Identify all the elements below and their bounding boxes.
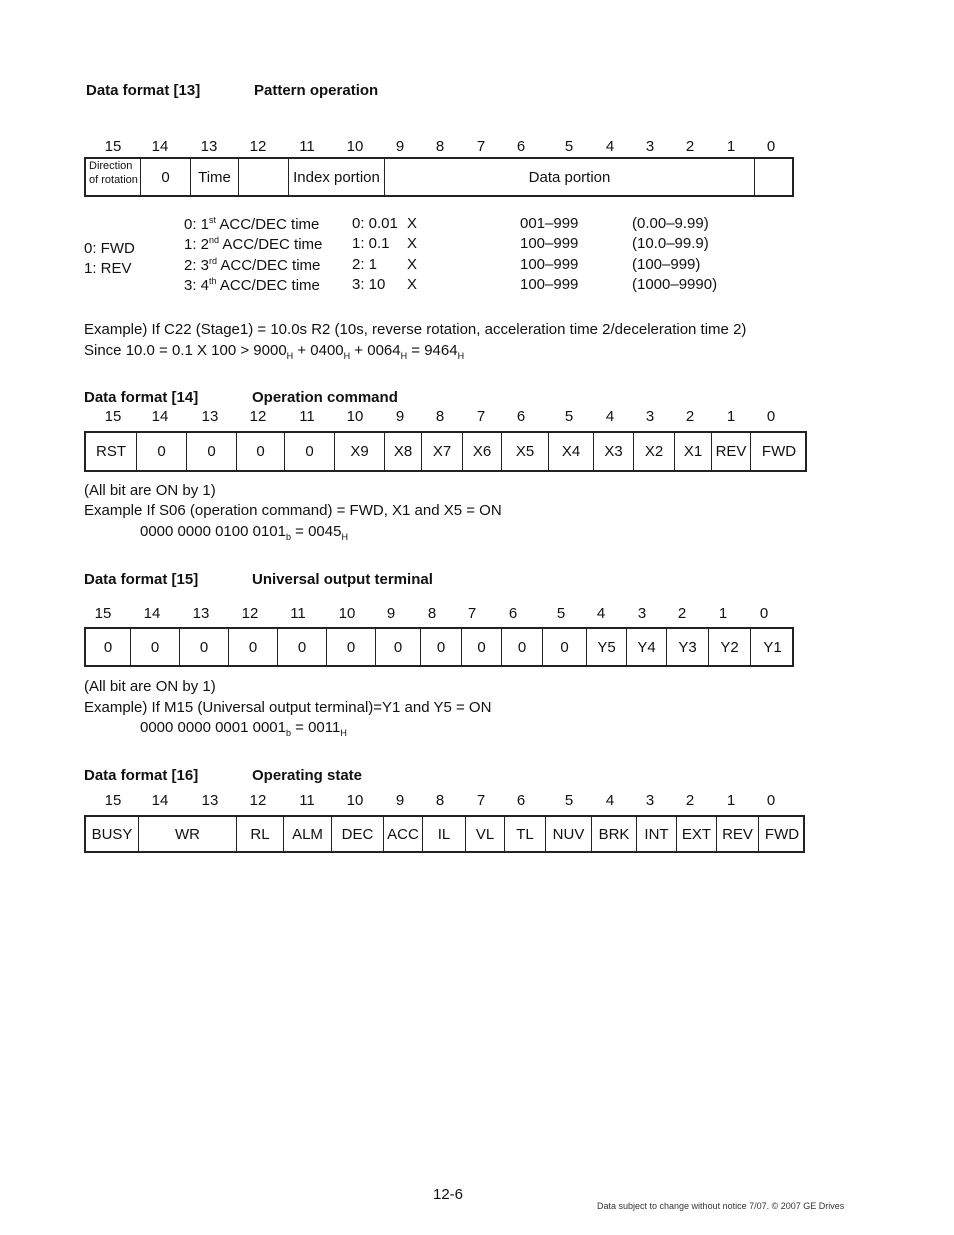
df16-name: Operating state — [252, 767, 363, 784]
bit-number: 14 — [151, 138, 169, 155]
bit-cell: 0 — [375, 629, 420, 665]
value-range: (0.00–9.99) — [632, 215, 709, 232]
df13-index-cell: Index portion — [288, 159, 384, 195]
bit-number: 13 — [201, 408, 219, 425]
bit-cell: 0 — [103, 638, 113, 656]
df15-calc: 0000 0000 0001 $0001_b = 0011_H$ — [140, 719, 347, 738]
bit-number: 15 — [94, 605, 112, 622]
df14-table — [84, 431, 807, 472]
bit-cell: X4 — [548, 433, 593, 470]
bit-number: 4 — [596, 605, 606, 622]
bit-cell: 0 — [501, 629, 542, 665]
bit-cell: 0 — [179, 629, 228, 665]
bit-cell: X9 — [334, 433, 384, 470]
df15-example: Example) If M15 (Universal output terminal)=Y1 and Y5 = ON — [84, 699, 492, 716]
bit-number: 2 — [677, 605, 687, 622]
bit-number: 7 — [476, 792, 486, 809]
bit-number: 11 — [299, 138, 315, 155]
data-range: 100–999 — [520, 256, 579, 273]
bit-cell: INT — [636, 817, 676, 851]
bit-cell: 0 — [236, 433, 284, 470]
data-range: 100–999 — [520, 235, 579, 252]
bit-number: 7 — [476, 138, 486, 155]
bit-number: 14 — [143, 605, 161, 622]
bit-cell: NUV — [545, 817, 591, 851]
bit-number: 10 — [346, 408, 364, 425]
index-multiplier: 2: 1 — [352, 256, 378, 273]
bit-cell: 0 — [461, 629, 501, 665]
bit-number: 13 — [200, 138, 218, 155]
x-marker: X — [407, 215, 418, 232]
bit-number: 12 — [249, 792, 267, 809]
df13-empty-cell — [238, 159, 288, 195]
value-range: (1000–9990) — [632, 276, 718, 293]
bit-number: 14 — [151, 408, 169, 425]
bit-cell: REV — [711, 433, 750, 470]
acc-dec-time: 2: 3rd ACC/DEC time — [184, 256, 321, 274]
bit-cell: X3 — [593, 433, 633, 470]
bit-number: 4 — [605, 792, 615, 809]
bit-cell: 0 — [420, 629, 461, 665]
df13-end-cell — [754, 159, 794, 195]
bit-cell: Y4 — [626, 629, 666, 665]
bit-number: 15 — [104, 408, 122, 425]
bit-number: 13 — [201, 792, 219, 809]
bit-number: 4 — [605, 408, 615, 425]
bit-cell: RL — [236, 817, 283, 851]
bit-cell: Y5 — [586, 629, 626, 665]
bit-number: 5 — [564, 408, 574, 425]
bit-number: 0 — [766, 792, 776, 809]
bit-number: 11 — [299, 408, 315, 425]
bit-number: 9 — [395, 138, 405, 155]
acc-dec-time: 1: 2nd ACC/DEC time — [184, 235, 323, 253]
bit-number: 8 — [435, 138, 445, 155]
bit-number: 2 — [685, 408, 695, 425]
bit-number: 3 — [645, 408, 655, 425]
df14-calc: 0000 0000 0100 $0101_b = 0045_H$ — [140, 523, 348, 542]
bit-number: 9 — [386, 605, 396, 622]
bit-cell: X6 — [462, 433, 501, 470]
x-marker: X — [407, 276, 418, 293]
bit-number: 1 — [726, 138, 736, 155]
bit-cell: 0 — [284, 433, 334, 470]
rot-rev: 1: REV — [84, 260, 132, 277]
bit-number: 3 — [637, 605, 647, 622]
bit-number: 2 — [685, 792, 695, 809]
df13-example1: Example) If C22 (Stage1) = 10.0s R2 (10s, reverse rotation, acceleration time 2/deceleration time 2) — [84, 321, 747, 338]
bit-cell: Y2 — [708, 629, 750, 665]
bit-cell: DEC — [331, 817, 383, 851]
bit-number: 9 — [395, 792, 405, 809]
bit-cell: REV — [716, 817, 758, 851]
bit-number: 2 — [685, 138, 695, 155]
bit-cell: 0 — [186, 433, 236, 470]
rot-fwd: 0: FWD — [84, 240, 135, 257]
bit-number: 10 — [346, 138, 364, 155]
df14-name: Operation command — [252, 389, 398, 406]
bit-cell: Y3 — [666, 629, 708, 665]
index-multiplier: 0: 0.01 — [352, 215, 398, 232]
bit-cell: ALM — [283, 817, 331, 851]
bit-cell: X8 — [384, 433, 421, 470]
bit-cell: IL — [422, 817, 465, 851]
data-range: 100–999 — [520, 276, 579, 293]
data-range: 001–999 — [520, 215, 579, 232]
bit-number: 15 — [104, 792, 122, 809]
bit-number: 15 — [104, 138, 122, 155]
value-range: (10.0–99.9) — [632, 235, 709, 252]
index-multiplier: 1: 0.1 — [352, 235, 390, 252]
df14-title: Data format [14] — [84, 389, 199, 406]
bit-cell: BUSY — [91, 825, 133, 843]
bit-number: 3 — [645, 138, 655, 155]
df13-name: Pattern operation — [254, 82, 379, 99]
bit-number: 7 — [467, 605, 477, 622]
bit-cell: X7 — [421, 433, 462, 470]
bit-cell: 0 — [277, 629, 326, 665]
bit-cell: X5 — [501, 433, 548, 470]
df14-note: (All bit are ON by 1) — [84, 482, 216, 499]
bit-number: 0 — [766, 138, 776, 155]
bit-cell: FWD — [750, 433, 807, 470]
bit-cell: FWD — [758, 817, 805, 851]
bit-number: 6 — [516, 138, 526, 155]
bit-number: 11 — [299, 792, 315, 809]
acc-dec-time: 0: 1st ACC/DEC time — [184, 215, 320, 233]
bit-cell: Y1 — [750, 629, 794, 665]
bit-number: 10 — [346, 792, 364, 809]
bit-cell: 0 — [542, 629, 586, 665]
df13-zero-cell: 0 — [140, 159, 190, 195]
footer-notice: Data subject to change without notice 7/07. © 2007 GE Drives — [597, 1201, 845, 1211]
bit-number: 13 — [192, 605, 210, 622]
acc-dec-time: 3: 4th ACC/DEC time — [184, 276, 320, 294]
df16-table — [84, 815, 805, 853]
df13-table — [84, 157, 794, 197]
bit-number: 1 — [726, 408, 736, 425]
df16-title: Data format [16] — [84, 767, 199, 784]
bit-cell: 0 — [326, 629, 375, 665]
bit-number: 10 — [338, 605, 356, 622]
bit-number: 6 — [508, 605, 518, 622]
bit-number: 9 — [395, 408, 405, 425]
bit-cell: 0 — [228, 629, 277, 665]
df15-note: (All bit are ON by 1) — [84, 678, 216, 695]
bit-cell: 0 — [130, 629, 179, 665]
bit-cell: EXT — [676, 817, 716, 851]
df15-name: Universal output terminal — [252, 571, 433, 588]
bit-number: 4 — [605, 138, 615, 155]
bit-number: 5 — [564, 138, 574, 155]
bit-number: 8 — [435, 408, 445, 425]
bit-cell: TL — [504, 817, 545, 851]
bit-number: 12 — [241, 605, 259, 622]
bit-cell: VL — [465, 817, 504, 851]
df13-title: Data format [13] — [86, 82, 201, 99]
bit-number: 12 — [249, 408, 267, 425]
df13-data-cell: Data portion — [384, 159, 754, 195]
df14-example: Example If S06 (operation command) = FWD, X1 and X5 = ON — [84, 502, 502, 519]
df13-example2: Since 10.0 = 0.1 X $100 > 9000_H + 0400_H + 0064_H = 9464_H$ — [84, 342, 465, 361]
index-multiplier: 3: 10 — [352, 276, 386, 293]
bit-cell: BRK — [591, 817, 636, 851]
x-marker: X — [407, 256, 418, 273]
bit-number: 6 — [516, 792, 526, 809]
bit-cell: RST — [96, 443, 126, 460]
bit-number: 7 — [476, 408, 486, 425]
bit-number: 1 — [718, 605, 728, 622]
bit-number: 0 — [759, 605, 769, 622]
x-marker: X — [407, 235, 418, 252]
bit-number: 5 — [556, 605, 566, 622]
bit-number: 14 — [151, 792, 169, 809]
page-number: 12-6 — [433, 1186, 464, 1203]
bit-cell: WR — [138, 817, 236, 851]
df15-title: Data format [15] — [84, 571, 199, 588]
bit-number: 6 — [516, 408, 526, 425]
bit-cell: X1 — [674, 433, 711, 470]
bit-cell: X2 — [633, 433, 674, 470]
bit-number: 11 — [290, 605, 306, 622]
df13-direction-cell — [86, 159, 140, 195]
bit-number: 8 — [435, 792, 445, 809]
direction-line2: of rotation — [89, 174, 138, 186]
df15-table — [84, 627, 794, 667]
value-range: (100–999) — [632, 256, 701, 273]
bit-number: 5 — [564, 792, 574, 809]
bit-cell: 0 — [136, 433, 186, 470]
bit-number: 1 — [726, 792, 736, 809]
direction-line1: Direction — [89, 160, 133, 172]
bit-number: 3 — [645, 792, 655, 809]
df13-time-cell: Time — [190, 159, 238, 195]
bit-number: 0 — [766, 408, 776, 425]
bit-number: 8 — [427, 605, 437, 622]
bit-number: 12 — [249, 138, 267, 155]
bit-cell: ACC — [383, 817, 422, 851]
